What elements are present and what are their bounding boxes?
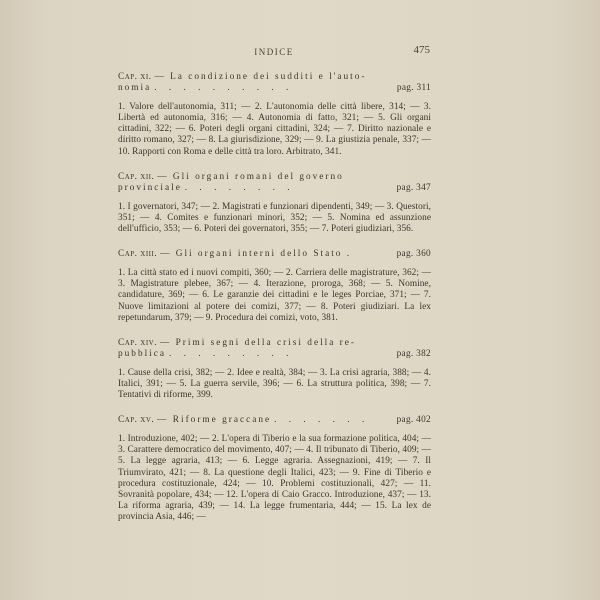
chapter-title: — Gli organi interni dello Stato . — [160, 249, 352, 260]
chapter-entry — [118, 172, 431, 235]
leader-dots: . . . . . . . . — [184, 182, 295, 193]
chapter-entry — [118, 415, 431, 523]
chapter-heading — [118, 249, 431, 260]
chapter-heading — [118, 172, 431, 183]
chapter-number: Cap. xii. — [118, 171, 155, 182]
chapter-page: pag. 347 — [396, 182, 431, 193]
chapter-title: — La condizione dei sudditi e l'auto- — [154, 72, 367, 82]
chapter-number: Cap. xi. — [118, 72, 152, 82]
chapter-summary: 1. Introduzione, 402; — 2. L'opera di Tiberio e la sua formazione politica, 404; — 3. Carattere democratico del movimento, 407; — 4. Il tribunato di Tiberio, 409; — 5. La legge agraria, 413; — 6. Legge agraria. Assegnazioni, 419; — 7. Il Triumvirato, 421; — 8. La questione degli Italici, 423; — 9. Fine di Tiberio e procedura costituzionale, 424; — 10. Problemi costituzionali, 427; — 11. Sovranità popolare, 434; — 12. L'opera di Caio Gracco. Introduzione, 437; — 13. La riforma agraria, 439; — 14. La legge frumentaria, 444; — 15. La lex de provincia Asia, 446; — — [118, 434, 431, 522]
chapter-page: pag. 360 — [396, 249, 431, 260]
chapter-title: — Primi segni della crisi della re- — [160, 337, 357, 348]
header-page-number: 475 — [413, 44, 430, 56]
chapter-heading — [118, 72, 431, 83]
chapter-summary: 1. Valore dell'autonomia, 311; — 2. L'autonomia delle città libere, 314; — 3. Libertà ed autonomia, 316; — 4. Autonomia di fatto, 321; — 5. Gli organi cittadini, 322; — 6. Poteri degli organi cittadini, 324; — 7. Diritto nazionale e diritto romano, 327; — 8. La giurisdizione, 329; — 9. La giustizia penale, 337; — 10. Rapporti con Roma e delle città tra loro. Arbitrato, 341. — [118, 102, 431, 157]
chapter-heading-continuation — [118, 183, 431, 194]
index-content — [118, 72, 431, 537]
chapter-heading-continuation — [118, 83, 431, 94]
leader-dots: . . . . . . . . . . — [154, 83, 294, 94]
chapter-page: pag. 402 — [396, 415, 431, 426]
chapter-page: pag. 311 — [396, 83, 431, 94]
chapter-entry — [118, 249, 431, 324]
chapter-summary: 1. I governatori, 347; — 2. Magistrati e funzionari dipendenti, 349; — 3. Questori, 351; — 4. Comites e funzionari minori, 352; — 5. Nomina ed assunzione dell'ufficio, 353; — 6. Poteri dei governatori, 355; — 7. Poteri giudiziari, 356. — [118, 201, 431, 235]
chapter-page: pag. 382 — [396, 348, 431, 359]
chapter-heading — [118, 338, 431, 349]
running-header — [118, 44, 430, 60]
header-title: INDICE — [254, 47, 294, 57]
chapter-entry — [118, 338, 431, 401]
chapter-title-continuation: provinciale — [118, 182, 182, 193]
chapter-number: Cap. xiii. — [118, 249, 158, 260]
leader-dots: . . . . . . . — [274, 415, 370, 426]
leader-dots: . . . . . . . . . — [168, 348, 294, 359]
chapter-title: — Riforme graccane — [157, 415, 272, 426]
chapter-summary: 1. La città stato ed i nuovi compiti, 360; — 2. Carriera delle magistrature, 362; — 3. Magistrature plebee, 367; — 4. Iterazione, proroga, 368; — 5. Nomine, candidature, 369; — 6. Le garanzie dei cittadini e le leges Porciae, 371; — 7. Nuove limitazioni al potere dei comizi, 377; — 8. Poteri giudiziari. La lex repetundarum, 379; — 9. Procedura dei comizi, voto, 381. — [118, 268, 431, 323]
chapter-heading-continuation — [118, 349, 431, 360]
chapter-number: Cap. xv. — [118, 415, 155, 426]
chapter-number: Cap. xiv. — [118, 337, 158, 348]
chapter-title-continuation: pubblica — [118, 348, 167, 359]
chapter-title: — Gli organi romani del governo — [157, 171, 344, 182]
chapter-title-continuation: nomia — [118, 83, 152, 94]
chapter-entry — [118, 72, 431, 158]
chapter-summary: 1. Cause della crisi, 382; — 2. Idee e realtà, 384; — 3. La crisi agraria, 388; — 4. Italici, 391; — 5. La guerra servile, 396; — 6. La struttura politica, 398; — 7. Tentativi di riforme, 399. — [118, 367, 431, 401]
chapter-heading — [118, 415, 431, 426]
